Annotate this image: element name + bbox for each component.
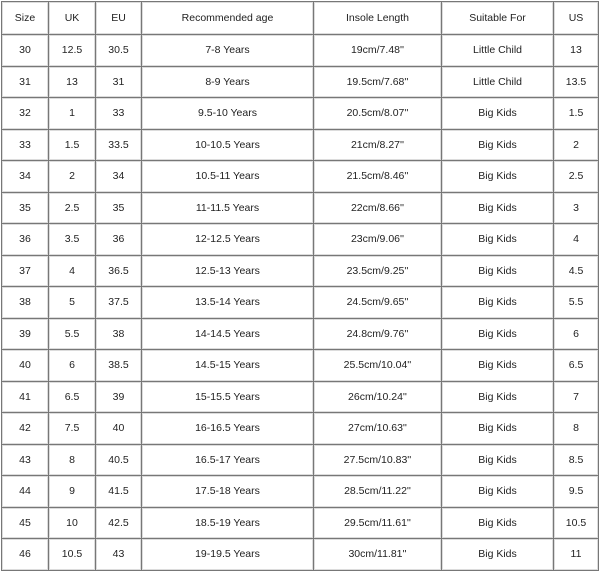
header-row bbox=[2, 2, 599, 35]
cell-size: 46 bbox=[2, 539, 49, 571]
cell-size: 44 bbox=[2, 476, 49, 508]
cell-suitable-for: Big Kids bbox=[442, 413, 554, 445]
cell-insole-length: 21cm/8.27'' bbox=[314, 130, 442, 162]
cell-eu: 40.5 bbox=[96, 445, 142, 477]
cell-eu: 31 bbox=[96, 67, 142, 99]
cell-uk: 6 bbox=[49, 350, 96, 382]
cell-recommended-age: 14.5-15 Years bbox=[142, 350, 314, 382]
cell-insole-length: 28.5cm/11.22'' bbox=[314, 476, 442, 508]
cell-eu: 33.5 bbox=[96, 130, 142, 162]
cell-eu: 38.5 bbox=[96, 350, 142, 382]
cell-recommended-age: 12-12.5 Years bbox=[142, 224, 314, 256]
cell-uk: 2 bbox=[49, 161, 96, 193]
cell-size: 35 bbox=[2, 193, 49, 225]
table-row bbox=[2, 287, 599, 319]
cell-us: 13.5 bbox=[554, 67, 599, 99]
cell-size: 36 bbox=[2, 224, 49, 256]
cell-size: 39 bbox=[2, 319, 49, 351]
table-row bbox=[2, 224, 599, 256]
table-row bbox=[2, 193, 599, 225]
cell-suitable-for: Big Kids bbox=[442, 508, 554, 540]
cell-uk: 3.5 bbox=[49, 224, 96, 256]
cell-uk: 6.5 bbox=[49, 382, 96, 414]
table-row bbox=[2, 161, 599, 193]
cell-insole-length: 24.5cm/9.65'' bbox=[314, 287, 442, 319]
cell-recommended-age: 7-8 Years bbox=[142, 35, 314, 67]
cell-eu: 33 bbox=[96, 98, 142, 130]
cell-uk: 4 bbox=[49, 256, 96, 288]
cell-suitable-for: Big Kids bbox=[442, 350, 554, 382]
cell-insole-length: 23cm/9.06'' bbox=[314, 224, 442, 256]
cell-size: 30 bbox=[2, 35, 49, 67]
cell-us: 10.5 bbox=[554, 508, 599, 540]
cell-recommended-age: 8-9 Years bbox=[142, 67, 314, 99]
table-row bbox=[2, 67, 599, 99]
cell-recommended-age: 14-14.5 Years bbox=[142, 319, 314, 351]
cell-eu: 35 bbox=[96, 193, 142, 225]
cell-eu: 41.5 bbox=[96, 476, 142, 508]
table-body bbox=[2, 35, 599, 571]
cell-insole-length: 19.5cm/7.68'' bbox=[314, 67, 442, 99]
cell-recommended-age: 15-15.5 Years bbox=[142, 382, 314, 414]
cell-insole-length: 29.5cm/11.61'' bbox=[314, 508, 442, 540]
cell-uk: 10.5 bbox=[49, 539, 96, 571]
cell-us: 6 bbox=[554, 319, 599, 351]
cell-us: 11 bbox=[554, 539, 599, 571]
cell-uk: 5 bbox=[49, 287, 96, 319]
cell-recommended-age: 13.5-14 Years bbox=[142, 287, 314, 319]
cell-us: 8.5 bbox=[554, 445, 599, 477]
cell-us: 7 bbox=[554, 382, 599, 414]
table-row bbox=[2, 256, 599, 288]
cell-size: 37 bbox=[2, 256, 49, 288]
cell-suitable-for: Big Kids bbox=[442, 256, 554, 288]
cell-eu: 39 bbox=[96, 382, 142, 414]
cell-recommended-age: 17.5-18 Years bbox=[142, 476, 314, 508]
table-header bbox=[2, 2, 599, 35]
cell-size: 43 bbox=[2, 445, 49, 477]
cell-suitable-for: Big Kids bbox=[442, 287, 554, 319]
cell-insole-length: 19cm/7.48'' bbox=[314, 35, 442, 67]
cell-recommended-age: 9.5-10 Years bbox=[142, 98, 314, 130]
cell-eu: 43 bbox=[96, 539, 142, 571]
cell-us: 5.5 bbox=[554, 287, 599, 319]
cell-recommended-age: 11-11.5 Years bbox=[142, 193, 314, 225]
header-us: US bbox=[554, 2, 599, 35]
table-row bbox=[2, 319, 599, 351]
cell-uk: 2.5 bbox=[49, 193, 96, 225]
cell-us: 8 bbox=[554, 413, 599, 445]
cell-insole-length: 30cm/11.81'' bbox=[314, 539, 442, 571]
cell-size: 32 bbox=[2, 98, 49, 130]
cell-size: 31 bbox=[2, 67, 49, 99]
cell-insole-length: 26cm/10.24'' bbox=[314, 382, 442, 414]
cell-insole-length: 23.5cm/9.25'' bbox=[314, 256, 442, 288]
cell-eu: 42.5 bbox=[96, 508, 142, 540]
cell-suitable-for: Big Kids bbox=[442, 161, 554, 193]
cell-us: 3 bbox=[554, 193, 599, 225]
header-suitable-for: Suitable For bbox=[442, 2, 554, 35]
cell-suitable-for: Little Child bbox=[442, 67, 554, 99]
header-insole-length: Insole Length bbox=[314, 2, 442, 35]
cell-suitable-for: Big Kids bbox=[442, 224, 554, 256]
cell-insole-length: 20.5cm/8.07'' bbox=[314, 98, 442, 130]
table-row bbox=[2, 539, 599, 571]
cell-recommended-age: 10-10.5 Years bbox=[142, 130, 314, 162]
cell-us: 9.5 bbox=[554, 476, 599, 508]
table-row bbox=[2, 98, 599, 130]
cell-us: 4 bbox=[554, 224, 599, 256]
cell-size: 45 bbox=[2, 508, 49, 540]
cell-uk: 10 bbox=[49, 508, 96, 540]
cell-suitable-for: Big Kids bbox=[442, 130, 554, 162]
cell-uk: 13 bbox=[49, 67, 96, 99]
cell-recommended-age: 10.5-11 Years bbox=[142, 161, 314, 193]
table-row bbox=[2, 445, 599, 477]
cell-suitable-for: Big Kids bbox=[442, 98, 554, 130]
cell-uk: 7.5 bbox=[49, 413, 96, 445]
header-recommended-age: Recommended age bbox=[142, 2, 314, 35]
cell-us: 1.5 bbox=[554, 98, 599, 130]
cell-recommended-age: 18.5-19 Years bbox=[142, 508, 314, 540]
cell-us: 4.5 bbox=[554, 256, 599, 288]
cell-suitable-for: Big Kids bbox=[442, 319, 554, 351]
cell-eu: 30.5 bbox=[96, 35, 142, 67]
cell-eu: 40 bbox=[96, 413, 142, 445]
table-row bbox=[2, 476, 599, 508]
cell-suitable-for: Big Kids bbox=[442, 476, 554, 508]
cell-suitable-for: Big Kids bbox=[442, 445, 554, 477]
cell-eu: 37.5 bbox=[96, 287, 142, 319]
cell-uk: 5.5 bbox=[49, 319, 96, 351]
size-chart-table bbox=[1, 1, 599, 571]
cell-insole-length: 27cm/10.63'' bbox=[314, 413, 442, 445]
cell-uk: 12.5 bbox=[49, 35, 96, 67]
cell-size: 33 bbox=[2, 130, 49, 162]
cell-us: 2 bbox=[554, 130, 599, 162]
cell-insole-length: 21.5cm/8.46'' bbox=[314, 161, 442, 193]
cell-eu: 36.5 bbox=[96, 256, 142, 288]
cell-size: 34 bbox=[2, 161, 49, 193]
table-row bbox=[2, 130, 599, 162]
table-row bbox=[2, 382, 599, 414]
cell-suitable-for: Big Kids bbox=[442, 382, 554, 414]
cell-us: 13 bbox=[554, 35, 599, 67]
cell-suitable-for: Little Child bbox=[442, 35, 554, 67]
table-row bbox=[2, 413, 599, 445]
table-row bbox=[2, 35, 599, 67]
cell-suitable-for: Big Kids bbox=[442, 193, 554, 225]
cell-insole-length: 25.5cm/10.04'' bbox=[314, 350, 442, 382]
cell-size: 42 bbox=[2, 413, 49, 445]
table-row bbox=[2, 350, 599, 382]
cell-insole-length: 27.5cm/10.83'' bbox=[314, 445, 442, 477]
cell-recommended-age: 19-19.5 Years bbox=[142, 539, 314, 571]
cell-us: 6.5 bbox=[554, 350, 599, 382]
header-uk: UK bbox=[49, 2, 96, 35]
cell-recommended-age: 16.5-17 Years bbox=[142, 445, 314, 477]
cell-recommended-age: 12.5-13 Years bbox=[142, 256, 314, 288]
cell-uk: 1.5 bbox=[49, 130, 96, 162]
cell-uk: 9 bbox=[49, 476, 96, 508]
cell-suitable-for: Big Kids bbox=[442, 539, 554, 571]
cell-uk: 1 bbox=[49, 98, 96, 130]
cell-insole-length: 22cm/8.66'' bbox=[314, 193, 442, 225]
cell-eu: 34 bbox=[96, 161, 142, 193]
header-size: Size bbox=[2, 2, 49, 35]
header-eu: EU bbox=[96, 2, 142, 35]
cell-uk: 8 bbox=[49, 445, 96, 477]
cell-eu: 38 bbox=[96, 319, 142, 351]
cell-us: 2.5 bbox=[554, 161, 599, 193]
cell-size: 41 bbox=[2, 382, 49, 414]
table-row bbox=[2, 508, 599, 540]
cell-size: 40 bbox=[2, 350, 49, 382]
cell-size: 38 bbox=[2, 287, 49, 319]
cell-recommended-age: 16-16.5 Years bbox=[142, 413, 314, 445]
cell-insole-length: 24.8cm/9.76'' bbox=[314, 319, 442, 351]
cell-eu: 36 bbox=[96, 224, 142, 256]
